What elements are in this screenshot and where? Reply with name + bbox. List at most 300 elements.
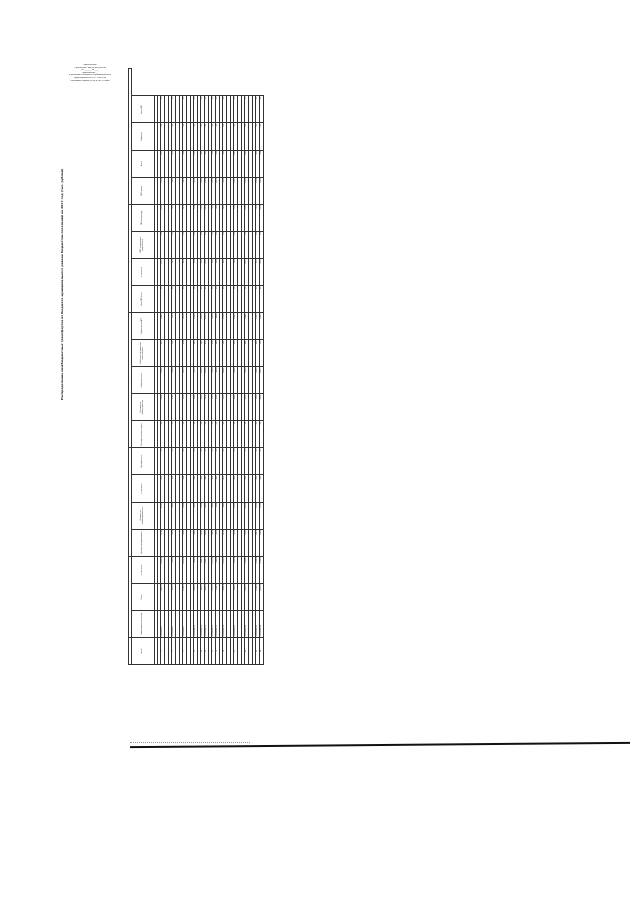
table-cell: 9187,3 [252, 583, 256, 610]
table-cell: 0,0 [190, 96, 194, 123]
column-number-cell: 1 [154, 637, 157, 664]
table-cell: 560,1 [241, 502, 245, 529]
table-cell: 0,0 [245, 231, 249, 258]
table-cell: 0,0 [259, 123, 263, 150]
column-number-cell: 13 [154, 312, 157, 339]
header-sub-cell: в том числе [131, 556, 154, 583]
row-number-cell: 8 [186, 637, 190, 664]
table-cell: 0,0 [223, 231, 227, 258]
table-cell: 106,1 [186, 258, 190, 285]
table-cell: 0,0 [194, 285, 198, 312]
column-number-cell: 5 [154, 529, 157, 556]
table-cell: 55,8 [190, 204, 194, 231]
column-number-cell: 3 [154, 583, 157, 610]
table-cell: 10343,1 [249, 556, 253, 583]
column-number-cell: 2 [154, 610, 157, 637]
table-cell: 0,0 [161, 96, 165, 123]
table-cell: 0,0 [256, 231, 260, 258]
table-cell: 571,4 [161, 529, 165, 556]
table-cell: 1235,5 [183, 312, 187, 339]
table-cell: 897,6 [179, 367, 183, 394]
table-cell: 0,0 [186, 231, 190, 258]
table-cell: 32,5 [172, 340, 176, 367]
table-cell: 0,0 [190, 448, 194, 475]
table-cell: 1153,8 [164, 312, 168, 339]
table-cell: 367,8 [164, 177, 168, 204]
table-cell: 81,4 [164, 258, 168, 285]
table-cell: 378829,5 [157, 583, 161, 610]
table-cell: 112,2 [259, 204, 263, 231]
table-cell: 90,5 [212, 258, 216, 285]
table-cell: 449,8 [205, 177, 209, 204]
table-cell: 415,1 [230, 394, 234, 421]
table-cell: 109,6 [219, 258, 223, 285]
table-cell: 0,0 [238, 123, 242, 150]
column-number-cell: 7 [154, 475, 157, 502]
table-cell: 13306,2 [230, 583, 234, 610]
table-cell: 0,0 [183, 285, 187, 312]
table-cell: 52,3 [219, 340, 223, 367]
table-cell: 45,3 [161, 150, 165, 177]
table-cell: 41,4 [186, 150, 190, 177]
table-cell: 245,1 [179, 394, 183, 421]
table-cell: 0,0 [259, 285, 263, 312]
table-cell: 0,0 [205, 448, 209, 475]
table-cell: 0,0 [227, 285, 231, 312]
table-cell: 0,0 [175, 285, 179, 312]
table-cell: 11612,7 [212, 583, 216, 610]
table-cell: 60,3 [175, 340, 179, 367]
table-cell: 363611,1 [157, 556, 161, 583]
table-cell: 0,0 [241, 96, 245, 123]
table-cell: 41,2 [249, 475, 253, 502]
document-title: Распределение межбюджетных трансфертов из бюджета муниципального района бюджетам поселений на 2017 год (тыс. рублей) [60, 168, 64, 400]
table-cell: 1004,8 [172, 367, 176, 394]
table-cell: 100,0 [205, 204, 209, 231]
table-cell: 10178,5 [223, 556, 227, 583]
table-cell: 7527,8 [241, 556, 245, 583]
table-cell: 979,2 [259, 502, 263, 529]
table-cell: 1588,1 [161, 312, 165, 339]
row-number-cell: 6 [179, 637, 183, 664]
table-cell: 66,6 [227, 258, 231, 285]
table-cell: 685,9 [208, 502, 212, 529]
table-cell: 0,0 [168, 231, 172, 258]
table-cell: 0,0 [259, 421, 263, 448]
table-cell: 489,9 [190, 502, 194, 529]
table-cell: 0,0 [227, 231, 231, 258]
table-cell: 7234,1 [179, 556, 183, 583]
table-cell: 820,0 [238, 502, 242, 529]
table-cell: 0,0 [164, 231, 168, 258]
table-cell: 0,0 [234, 123, 238, 150]
header-line: плановый период 2018 и 2019 годов [70, 79, 110, 82]
table-cell: 0,0 [183, 421, 187, 448]
table-cell: 60,8 [179, 258, 183, 285]
table-cell: 15819,6 [245, 583, 249, 610]
column-number-cell: 18 [154, 177, 157, 204]
table-cell: 605,2 [175, 529, 179, 556]
table-cell: 0,0 [256, 448, 260, 475]
table-cell: 0,0 [234, 285, 238, 312]
row-name-cell: Поселение 11 [197, 610, 201, 637]
table-cell: 1108,9 [175, 502, 179, 529]
table-cell: 509,3 [175, 394, 179, 421]
table-cell: 13616,0 [219, 556, 223, 583]
table-cell: 53,5 [259, 340, 263, 367]
table-cell: 10236,5 [194, 583, 198, 610]
table-cell: 68,1 [172, 258, 176, 285]
table-cell: 521,4 [161, 177, 165, 204]
table-cell: 585,3 [227, 502, 231, 529]
column-number-cell: 19 [154, 150, 157, 177]
table-cell: 0,0 [252, 285, 256, 312]
table-cell: 0,0 [190, 231, 194, 258]
table-cell: 115,7 [161, 258, 165, 285]
row-name-cell: Поселение 19 [227, 610, 231, 637]
table-cell: 1459,7 [230, 312, 234, 339]
table-cell: 0,0 [223, 448, 227, 475]
row-number-cell: 3 [168, 637, 172, 664]
table-cell: 8813,0 [252, 556, 256, 583]
header-sub-cell: Субвенции на первичный воинский учет [131, 340, 154, 367]
table-cell: 59,9 [245, 475, 249, 502]
column-number-cell: 11 [154, 367, 157, 394]
table-cell: 0,0 [249, 231, 253, 258]
table-cell: 0,0 [216, 285, 220, 312]
table-cell: 50,0 [230, 475, 234, 502]
table-cell: 56,9 [197, 340, 201, 367]
table-cell: 0,0 [168, 448, 172, 475]
table-cell: 1412,6 [168, 367, 172, 394]
row-number-cell: 12 [201, 637, 205, 664]
table-cell: 49,3 [230, 340, 234, 367]
table-cell: 0,0 [219, 123, 223, 150]
table-cell: 413,4 [164, 529, 168, 556]
header-sub-cell: № п/п [131, 637, 154, 664]
table-cell: 295,0 [252, 394, 256, 421]
table-cell: 0,0 [157, 96, 161, 123]
table-cell: 0,0 [197, 231, 201, 258]
table-cell: 0,0 [205, 123, 209, 150]
table-cell: 0,0 [183, 448, 187, 475]
document-header [60, 64, 120, 82]
table-cell: 335,3 [223, 394, 227, 421]
header-sub-cell: в том числе [131, 475, 154, 502]
table-cell: 31,8 [227, 340, 231, 367]
table-cell: 1643,2 [161, 367, 165, 394]
row-number-cell: 16 [216, 637, 220, 664]
table-cell: 423,3 [238, 177, 242, 204]
table-cell: 1045,2 [252, 312, 256, 339]
column-number-cell: 15 [154, 258, 157, 285]
table-cell: 374,2 [256, 394, 260, 421]
table-cell: 0,0 [157, 285, 161, 312]
table-cell: 126,9 [175, 204, 179, 231]
table-cell: 0,0 [197, 123, 201, 150]
table-cell: 1170,0 [223, 312, 227, 339]
table-cell: 82,5 [223, 258, 227, 285]
table-cell: 0,0 [245, 285, 249, 312]
table-cell: 66,6 [227, 204, 231, 231]
table-cell: 274,6 [172, 394, 176, 421]
table-cell: 0,0 [161, 421, 165, 448]
table-cell: 0,0 [208, 285, 212, 312]
table-cell: 1688,6 [245, 312, 249, 339]
table-cell: 0,0 [227, 123, 231, 150]
table-cell: 331,8 [252, 177, 256, 204]
table-cell: 0,0 [194, 96, 198, 123]
table-cell: 0,0 [172, 231, 176, 258]
header-sub-cell: Справочно [131, 123, 154, 150]
table-cell: 900,1 [230, 502, 234, 529]
table-cell: 0,0 [168, 123, 172, 150]
table-cell: 6984,2 [216, 556, 220, 583]
row-name-cell: Поселение 21 [234, 610, 238, 637]
table-cell: 538,7 [197, 177, 201, 204]
table-cell: 0,0 [201, 285, 205, 312]
table-cell: 32,6 [223, 150, 227, 177]
row-name-cell: Поселение 27 [256, 610, 260, 637]
table-cell: 0,0 [164, 421, 168, 448]
table-cell: 0,0 [219, 96, 223, 123]
table-cell: 31,1 [241, 475, 245, 502]
table-cell: 0,0 [190, 285, 194, 312]
table-cell: 46,8 [197, 150, 201, 177]
table-cell: 21,9 [190, 150, 194, 177]
table-cell: 449,6 [259, 394, 263, 421]
table-cell: 0,0 [252, 231, 256, 258]
table-cell: 0,0 [212, 231, 216, 258]
table-cell: 44,6 [256, 340, 260, 367]
table-cell: 35,4 [201, 475, 205, 502]
row-name-cell: Поселение 14 [208, 610, 212, 637]
table-cell: 9577,3 [208, 556, 212, 583]
table-cell: 0,0 [238, 285, 242, 312]
table-cell: 1329,0 [238, 312, 242, 339]
table-cell: 36,8 [238, 150, 242, 177]
table-cell: 308,5 [179, 529, 183, 556]
table-cell: 3016,5 [157, 204, 161, 231]
table-cell: 0,0 [157, 448, 161, 475]
column-number-cell: 9 [154, 421, 157, 448]
row-number-cell: 25 [249, 637, 253, 664]
table-cell: 870,7 [205, 502, 209, 529]
table-cell: 0,0 [186, 123, 190, 150]
table-cell: 0,0 [245, 448, 249, 475]
table-cell: 353,9 [183, 394, 187, 421]
table-cell: 0,0 [175, 421, 179, 448]
table-cell: 1071,5 [201, 367, 205, 394]
row-number-cell: 14 [208, 637, 212, 664]
table-cell: 0,0 [190, 421, 194, 448]
table-cell: 1442,5 [157, 340, 161, 367]
table-cell: 0,0 [194, 231, 198, 258]
row-number-cell: 2 [164, 637, 168, 664]
table-cell: 93,9 [238, 204, 242, 231]
row-name-cell: Поселение 17 [219, 610, 223, 637]
table-cell: 40,3 [230, 150, 234, 177]
table-cell: 29,0 [179, 340, 183, 367]
table-cell: 0,0 [175, 448, 179, 475]
table-cell: 26,2 [227, 150, 231, 177]
row-name-cell: Поселение 26 [252, 610, 256, 637]
row-name-cell: Поселение 3 [168, 610, 172, 637]
table-cell: 42,8 [183, 475, 187, 502]
table-cell: 60,8 [179, 204, 183, 231]
table-cell: 0,0 [175, 231, 179, 258]
table-cell: 7284,5 [216, 583, 220, 610]
table-cell: 1013,5 [161, 502, 165, 529]
row-number-cell: 28 [259, 637, 263, 664]
header-sub-row [131, 69, 154, 665]
table-cell: 1282,8 [212, 312, 216, 339]
table-cell: 77,7 [208, 204, 212, 231]
table-cell: 1101,4 [208, 312, 212, 339]
table-cell: 324,0 [194, 394, 198, 421]
table-cell: 1373,9 [238, 367, 242, 394]
table-cell: 0,0 [223, 421, 227, 448]
table-cell: 72,6 [201, 258, 205, 285]
table-cell: 0,0 [179, 231, 183, 258]
table-cell: 0,0 [245, 96, 249, 123]
table-cell: 39,6 [223, 340, 227, 367]
table-cell: 14239,8 [161, 556, 165, 583]
table-cell: 367,5 [201, 529, 205, 556]
table-cell: 0,0 [205, 421, 209, 448]
table-cell: 495,0 [245, 394, 249, 421]
column-number-cell: 20 [154, 123, 157, 150]
table-cell: 0,0 [168, 421, 172, 448]
row-name-cell: Поселение 6 [179, 610, 183, 637]
table-cell: 362,9 [194, 177, 198, 204]
table-cell: 36,5 [256, 150, 260, 177]
table-cell: 28,5 [201, 150, 205, 177]
row-name-cell: Поселение 25 [249, 610, 253, 637]
table-cell: 0,0 [252, 123, 256, 150]
table-cell: 842,3 [168, 502, 172, 529]
table-cell: 1747,2 [245, 367, 249, 394]
table-cell: 79,8 [194, 204, 198, 231]
table-cell: 0,0 [190, 123, 194, 150]
table-cell: 505,8 [230, 529, 234, 556]
table-cell: 0,0 [194, 421, 198, 448]
table-cell: 34,9 [252, 340, 256, 367]
column-number-cell: 14 [154, 285, 157, 312]
table-cell: 45198,3 [157, 367, 161, 394]
table-cell: 0,0 [252, 96, 256, 123]
table-cell: 1548,9 [186, 367, 190, 394]
table-cell: 0,0 [201, 96, 205, 123]
table-cell: 10752,8 [183, 556, 187, 583]
row-name-cell: Поселение 18 [223, 610, 227, 637]
table-cell: 926,5 [186, 502, 190, 529]
table-cell: 0,0 [216, 231, 220, 258]
table-cell: 30,7 [208, 150, 212, 177]
table-cell: 29,3 [234, 150, 238, 177]
table-cell: 0,0 [227, 96, 231, 123]
header-sub-cell: в том числе [131, 258, 154, 285]
table-cell: 0,0 [161, 231, 165, 258]
table-cell: 349,5 [172, 529, 176, 556]
header-sub-cell: МБТ на культуру [131, 204, 154, 231]
row-number-cell: 10 [194, 637, 198, 664]
row-name-cell: Поселение 16 [216, 610, 220, 637]
table-cell: 944,5 [241, 367, 245, 394]
table-cell: 1130,8 [194, 312, 198, 339]
table-cell: 300,3 [216, 529, 220, 556]
table-cell: 704,2 [194, 502, 198, 529]
table-cell: 6631,7 [190, 556, 194, 583]
table-cell: 653,0 [234, 502, 238, 529]
table-cell: 328,2 [164, 394, 168, 421]
table-cell: 1498,3 [186, 312, 190, 339]
table-cell: 401,6 [205, 394, 209, 421]
row-number-cell: 20 [230, 637, 234, 664]
table-cell: 0,0 [223, 285, 227, 312]
table-cell: 0,0 [238, 231, 242, 258]
row-name-cell: Поселение 24 [245, 610, 249, 637]
table-cell: 418,7 [249, 529, 253, 556]
header-group-cell: Субвенции [129, 204, 132, 312]
table-cell: 9973,4 [208, 583, 212, 610]
table-cell: 328,3 [241, 529, 245, 556]
table-cell: 257,7 [241, 394, 245, 421]
table-cell: 123,3 [245, 204, 249, 231]
table-cell: 0,0 [256, 96, 260, 123]
table-cell: 93,1 [256, 258, 260, 285]
table-cell: 11948,5 [256, 583, 260, 610]
table-cell: 266,0 [216, 177, 220, 204]
table-cell: 714,6 [164, 502, 168, 529]
table-cell: 0,0 [230, 231, 234, 258]
header-sub-cell: Итого [131, 150, 154, 177]
table-cell: 0,0 [259, 96, 263, 123]
table-cell: 16273,4 [175, 583, 179, 610]
table-cell: 23,0 [216, 150, 220, 177]
header-sub-cell: МБТ на дорожную деятельность [131, 231, 154, 258]
column-number-cell: 8 [154, 448, 157, 475]
table-cell: 9032,8 [234, 556, 238, 583]
table-cell: 595,5 [245, 529, 249, 556]
table-cell: 382,1 [249, 177, 253, 204]
table-cell: 1509,0 [230, 367, 234, 394]
table-cell: 0,0 [201, 231, 205, 258]
column-number-cell: 17 [154, 204, 157, 231]
table-cell: 0,0 [234, 231, 238, 258]
table-cell: 48,4 [205, 475, 209, 502]
table-cell: 15668,2 [175, 556, 179, 583]
table-cell: 7542,6 [179, 583, 183, 610]
table-cell: 0,0 [186, 448, 190, 475]
table-cell: 32,5 [227, 475, 231, 502]
header-line: Приложение __ [81, 71, 99, 74]
table-cell: 0,0 [186, 96, 190, 123]
table-cell: 0,0 [175, 96, 179, 123]
table-cell: 77,7 [208, 258, 212, 285]
header-sub-cell: Всего [131, 583, 154, 610]
table-cell: 1362,7 [256, 367, 260, 394]
report-table [128, 68, 264, 665]
row-number-cell: 13 [205, 637, 209, 664]
table-cell: 464,9 [230, 177, 234, 204]
table-cell: 37,8 [168, 150, 172, 177]
row-number-cell: 15 [212, 637, 216, 664]
table-cell: 983,3 [227, 367, 231, 394]
header-group-cell: Дотации [129, 448, 132, 556]
table-cell: 12874,6 [205, 583, 209, 610]
table-cell: 0,0 [212, 285, 216, 312]
